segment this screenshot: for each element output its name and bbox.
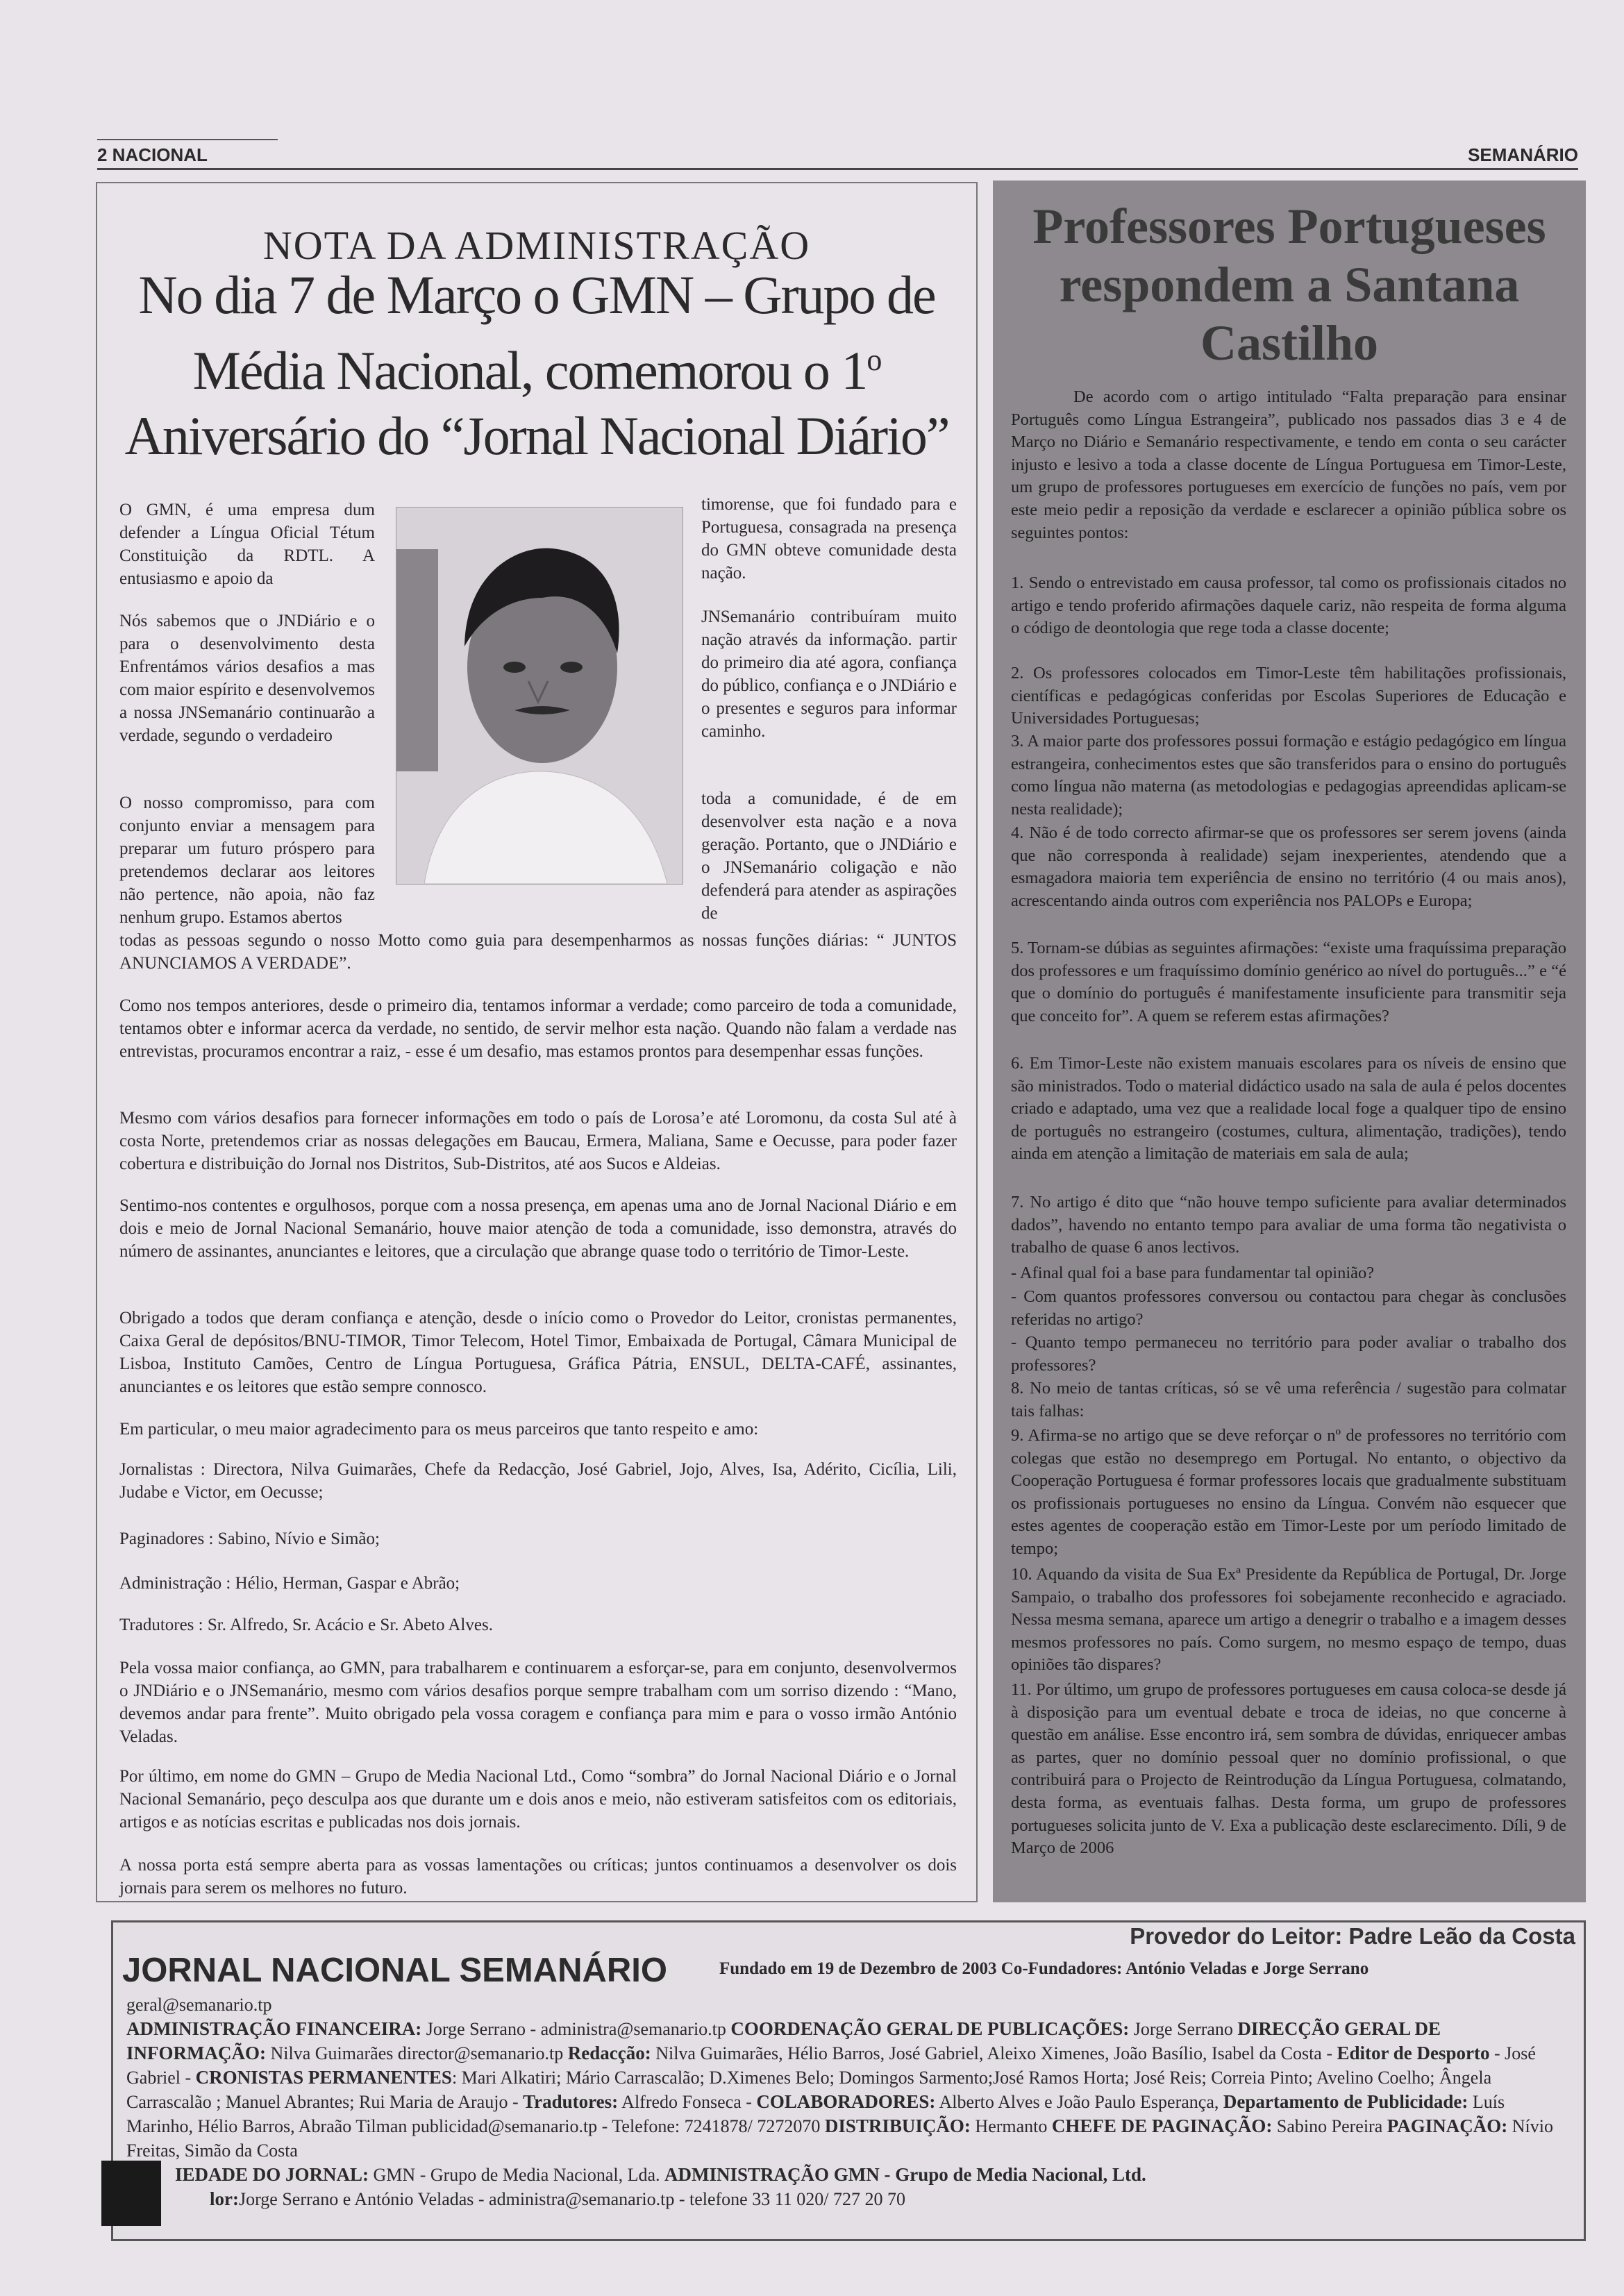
right-point-11: 11. Por último, um grupo de professores portugueses em causa coloca-se desde já à disposição para um eventual debate e troca de ideias, no que concerne à questão em análise. Esse encontro irá, sem sombra de dúvidas, enriquecer ambas as partes, quer no domínio pessoal quer no domínio profissional, o que contribuirá para o Projecto de Reintrodução da Língua Portuguesa, colmatando, desta forma, as eventuais falhas. Desta forma, um grupo de professores portugueses solicita junto de V. Exa a publicação deste esclarecimento. Díli, 9 de Março de 2006 — [1011, 1680, 1566, 1858]
label-editor-desporto: Editor de Desporto — [1337, 2043, 1490, 2063]
masthead-title: JORNAL NACIONAL SEMANÁRIO — [122, 1952, 667, 1989]
label-paginacao: PAGINAÇÃO: — [1387, 2115, 1508, 2136]
body-paragraph-0: todas as pessoas segundo o nosso Motto como guia para desempenharmos as nossas funções diárias: “ JUNTOS ANUNCIAMOS A VERDADE”. — [119, 931, 957, 973]
header-rule — [97, 168, 1578, 170]
left-col-paragraph-1: O GMN, é uma empresa dum defender a Língua Oficial Tétum Constituição da RDTL. A entusiasmo e apoio da — [119, 501, 375, 588]
body-paragraph-10: Pela vossa maior confiança, ao GMN, para trabalharem e continuarem a esforçar-se, para em conjunto, desenvolvermos o JNDiário e o JNSemanário, mesmo com vários desafios porque sempre trabalham com um sorriso dizendo : “Mano, devemos andar para frente”. Muito obrigado pela vossa coragem e confiança para mim e para o vosso irmão António Veladas. — [119, 1659, 957, 1746]
right-title-line-2: respondem a Santana — [1059, 257, 1520, 312]
body-paragraph-9: Tradutores : Sr. Alfredo, Sr. Acácio e Sr. Abeto Alves. — [119, 1616, 493, 1634]
headline-line-1: No dia 7 de Março o GMN – Grupo de — [138, 265, 935, 325]
masthead-founded: Fundado em 19 de Dezembro de 2003 Co-Fundadores: António Veladas e Jorge Serrano — [719, 1959, 1369, 1978]
right-point-9: 9. Afirma-se no artigo que se deve reforçar o nº de professores no território com colegas que estão no desemprego em Portugal. No entanto, o objectivo da Cooperação Portuguesa é formar professores locais que gradualmente substituam os profissionais portugueses no ensino da Língua. Convém não esquecer que estes agentes de cooperação estão em Timor-Leste por um período limitado de tempo; — [1011, 1426, 1566, 1558]
left-col-paragraph-2: Nós sabemos que o JNDiário e o para o desenvolvimento desta Enfrentámos vários desafios a mas com maior espírito e desenvolvemos a nossa JNSemanário continuarão a verdade, segundo o verdadeiro — [119, 612, 375, 745]
headline-superscript: o — [867, 343, 881, 377]
article-kicker: NOTA DA ADMINISTRAÇÃO — [262, 223, 811, 268]
right-intro: De acordo com o artigo intitulado “Falta preparação para ensinar Português como Língua Estrangeira”, publicado nos passados dias 3 e 4 de Março no Diário e Semanário respectivamente, e tendo em conta o seu carácter injusto e lesivo a toda a classe docente de Língua Portuguesa em Timor-Leste, um grupo de professores portugueses em exercício de funções no país, vem por este meio pedir a reposição da verdade e esclarecer a opinião pública sobre os seguintes pontos: — [1011, 387, 1566, 542]
right-question-2: - Com quantos professores conversou ou contactou para chegar às conclusões referidas no artigo? — [1011, 1287, 1566, 1329]
provedor-do-leitor: Provedor do Leitor: Padre Leão da Costa — [1130, 1923, 1575, 1949]
publication-label: SEMANÁRIO — [1468, 144, 1578, 165]
right-point-6: 6. Em Timor-Leste não existem manuais escolares para os níveis de ensino que são ministrados. Todo o material didáctico usado na sala de aula é pelos docentes criado e adaptado, uma vez que a realidade local foge a qualquer tipo de ensino de português no estrangeiro (costumes, cultura, alimentação, tradições), tendo ainda em atenção a limitação de materiais em sala de aula; — [1011, 1054, 1566, 1164]
body-paragraph-7: Paginadores : Sabino, Nívio e Simão; — [119, 1530, 380, 1548]
portrait-illustration — [396, 508, 683, 884]
label-administracao-gmn: ADMINISTRAÇÃO GMN - Grupo de Media Nacional, Ltd. — [664, 2164, 1146, 2185]
portrait-photo — [396, 507, 683, 885]
right-question-3: - Quanto tempo permaneceu no território para poder avaliar o trabalho dos professores? — [1011, 1333, 1566, 1375]
label-editor: lor: — [210, 2188, 239, 2209]
right-title-line-3: Castilho — [1200, 315, 1379, 371]
label-distribuicao: DISTRIBUIÇÃO: — [824, 2115, 971, 2136]
headline-line-2: Média Nacional, comemorou o 1$^o$ — [192, 340, 881, 401]
masthead-email: geral@semanario.tp — [126, 1995, 272, 2015]
right-point-2: 2. Os professores colocados em Timor-Leste têm habilitações profissionais, científicas e pedagógicas conferidas por Escolas Superiores de Educação e Universidades Portuguesas; — [1011, 664, 1566, 728]
header-short-rule — [97, 139, 278, 140]
right-question-1: - Afinal qual foi a base para fundamentar tal opinião? — [1011, 1264, 1375, 1282]
body-paragraph-5: Em particular, o meu maior agradecimento para os meus parceiros que tanto respeito e amo: — [119, 1420, 759, 1439]
body-paragraph-2: Mesmo com vários desafios para fornecer informações em todo o país de Lorosa’e até Loromonu, da costa Sul até à costa Norte, pretendemos criar as nossas delegações em Baucau, Ermera, Maliana, Same e Oecusse, para poder fazer cobertura e distribuição do Jornal nos Distritos, Sub-Distritos, até aos Sucos e Aldeias. — [119, 1109, 957, 1173]
right-title-line-1: Professores Portugueses — [1032, 199, 1546, 254]
right-col-paragraph-3: toda a comunidade, é de em desenvolver esta nação e a nova geração. Portanto, que o JNDiário e o JNSemanário coligação e não defenderá para atender as aspirações de — [701, 789, 957, 923]
label-coordenacao: COORDENAÇÃO GERAL DE PUBLICAÇÕES: — [730, 2018, 1130, 2039]
right-point-4: 4. Não é de todo correcto afirmar-se que os professores ser serem jovens (ainda que não corresponda à realidade) sejam inexperientes, atendendo que a esmagadora maioria tem experiência de ensino no território (4 ou mais anos), acrescentando ainda outros com experiência nos PALOPs e Europa; — [1011, 823, 1566, 910]
label-propriedade: IEDADE DO JORNAL: — [175, 2164, 369, 2185]
left-col-paragraph-3: O nosso compromisso, para com conjunto enviar a mensagem para preparar um futuro próspero para pretendemos declarar aos leitores não pertence, não apoia, não faz nenhum grupo. Estamos abertos — [119, 794, 375, 927]
headline-line-3: Aniversário do “Jornal Nacional Diário” — [124, 405, 949, 466]
body-paragraph-8: Administração : Hélio, Herman, Gaspar e Abrão; — [119, 1574, 460, 1593]
label-cronistas: CRONISTAS PERMANENTES — [195, 2067, 452, 2088]
right-col-paragraph-1: timorense, que foi fundado para e Portuguesa, consagrada na presença do GMN obteve comunidade desta nação. — [701, 495, 957, 583]
masthead-credits: geral@semanario.tp ADMINISTRAÇÃO FINANCEIRA: Jorge Serrano - administra@semanario.tp COORDENAÇÃO GERAL DE PUBLICAÇÕES: Jorge Serrano DIRECÇÃO GERAL DE INFORMAÇÃO: Nilva Guimarães director@semanario.tp Redacção: Nilva Guimarães, Hélio Barros, José Gabriel, Aleixo Ximenes, João Basílio, Isabel da Costa - Editor de Desporto - José Gabriel - CRONISTAS PERMANENTES: Mari Alkatiri; Mário Carrascalão; D.Ximenes Belo; Domingos Sarmento;José Ramos Horta; José Reis; Correia Pinto; Avelino Coelho; Ângela Carrascalão ; Manuel Abrantes; Rui Maria de Araujo - Tradutores: Alfredo Fonseca - COLABORADORES: Alberto Alves e João Paulo Esperança, Departamento de Publicidade: Luís Marinho, Hélio Barros, Abraão Tilman publicidad@semanario.tp - Telefone: 7241878/ 7272070 DISTRIBUIÇÃO: Hermanto CHEFE DE PAGINAÇÃO: Sabino Pereira PAGINAÇÃO: Nívio Freitas, Simão da Costa IEDADE DO JORNAL: GMN - Grupo de Media Nacional, Lda. ADMINISTRAÇÃO GMN - Grupo de Media Nacional, Ltd. lor:Jorge Serrano e António Veladas - administra@semanario.tp - telefone 33 11 020/ 727 20 70 — [126, 1995, 1553, 2209]
right-col-paragraph-2: JNSemanário contribuíram muito nação através da informação. partir do primeiro dia até agora, confiança do público, confiança e o JNDiário e o presentes e seguros para informar caminho. — [701, 607, 957, 741]
label-colaboradores: COLABORADORES: — [756, 2091, 936, 2112]
body-paragraph-6: Jornalistas : Directora, Nilva Guimarães, Chefe da Redacção, José Gabriel, Jojo, Alves, Isa, Adérito, Cicília, Lili, Judabe e Victor, em Oecusse; — [119, 1460, 957, 1502]
scan-black-block — [101, 2161, 161, 2226]
body-paragraph-12: A nossa porta está sempre aberta para as vossas lamentações ou críticas; juntos continuamos a desenvolver os dois jornais para serem os melhores no futuro. — [119, 1856, 957, 1897]
label-tradutores: Tradutores: — [523, 2091, 619, 2112]
right-point-1: 1. Sendo o entrevistado em causa professor, tal como os profissionais citados no artigo e tendo proferido afirmações daquele cariz, não respeita de forma alguma o código de deontologia que rege toda a classe docente; — [1011, 573, 1566, 638]
body-paragraph-4: Obrigado a todos que deram confiança e atenção, desde o início como o Provedor do Leitor, cronistas permanentes, Caixa Geral de depósitos/BNU-TIMOR, Timor Telecom, Hotel Timor, Embaixada de Portugal, Câmara Municipal de Lisboa, Instituto Camões, Centro de Língua Portuguesa, Gráfica Pátria, ENSUL, DELTA-CAFÉ, assinantes, anunciantes e os leitores que estão sempre connosco. — [119, 1309, 957, 1396]
right-article-title — [993, 197, 1586, 372]
label-admin-financeira: ADMINISTRAÇÃO FINANCEIRA: — [126, 2018, 422, 2039]
section-label: 2 NACIONAL — [97, 144, 208, 165]
right-point-7: 7. No artigo é dito que “não houve tempo suficiente para avaliar determinados dados”, havendo no entanto tempo para avaliar de uma forma tão negativista o trabalho de quase 6 anos lectivos. — [1011, 1193, 1566, 1257]
right-point-5: 5. Tornam-se dúbias as seguintes afirmações: “existe uma fraquíssima preparação dos professores e um fraquíssimo domínio genérico ao nível do português...” e “é que o domínio do português é manifestamente insuficiente para transmitir seja que conceito for”. A quem se referem estas afirmações? — [1011, 939, 1566, 1025]
label-redaccao: Redacção: — [567, 2043, 651, 2063]
label-publicidade: Departamento de Publicidade: — [1223, 2091, 1468, 2112]
article-headline — [104, 262, 969, 469]
body-paragraph-1: Como nos tempos anteriores, desde o primeiro dia, tentamos informar a verdade; como parceiro de toda a comunidade, tentamos obter e informar acerca da verdade, no sentido, de servir melhor esta nação. Quando não falam a verdade nas entrevistas, procuramos encontrar a raiz, - esse é um desafio, mas estamos prontos para desempenhar essas funções. — [119, 996, 957, 1061]
body-paragraph-11: Por último, em nome do GMN – Grupo de Media Nacional Ltd., Como “sombra” do Jornal Nacional Diário e o Jornal Nacional Semanário, peço desculpa aos que durante um e dois anos e meio, não estiveram satisfeitos com os editoriais, artigos e as notícias escritas e publicadas nos dois jornais. — [119, 1767, 957, 1832]
right-point-8: 8. No meio de tantas críticas, só se vê uma referência / sugestão para colmatar tais falhas: — [1011, 1379, 1566, 1421]
right-point-3: 3. A maior parte dos professores possui formação e estágio pedagógico em língua estrangeira, conhecimentos estes que são transferidos para o ensino do português como língua não materna (as metodologias e pedagogias apreendidas aplicam-se nesta realidade); — [1011, 732, 1566, 819]
body-paragraph-3: Sentimo-nos contentes e orgulhosos, porque com a nossa presença, em apenas uma ano de Jornal Nacional Diário e em dois e meio de Jornal Nacional Semanário, houve maior atenção de toda a comunidade, isso demonstra, através do número de assinantes, anunciantes e leitores, que a circulação que abrange quase todo o território de Timor-Leste. — [119, 1196, 957, 1261]
right-point-10: 10. Aquando da visita de Sua Exª Presidente da República de Portugal, Dr. Jorge Sampaio, o trabalho dos professores foi sobejamente reconhecido e agraciado. Nessa mesma semana, aparece um artigo a denegrir o trabalho e a imagem desses mesmos professores no país. Como surgem, no mesmo espaço de tempo, duas opiniões tão dispares? — [1011, 1565, 1566, 1675]
label-chefe-paginacao: CHEFE DE PAGINAÇÃO: — [1051, 2115, 1273, 2136]
label-direccao: DIRECÇÃO GERAL DE INFORMAÇÃO: — [126, 2018, 1441, 2063]
